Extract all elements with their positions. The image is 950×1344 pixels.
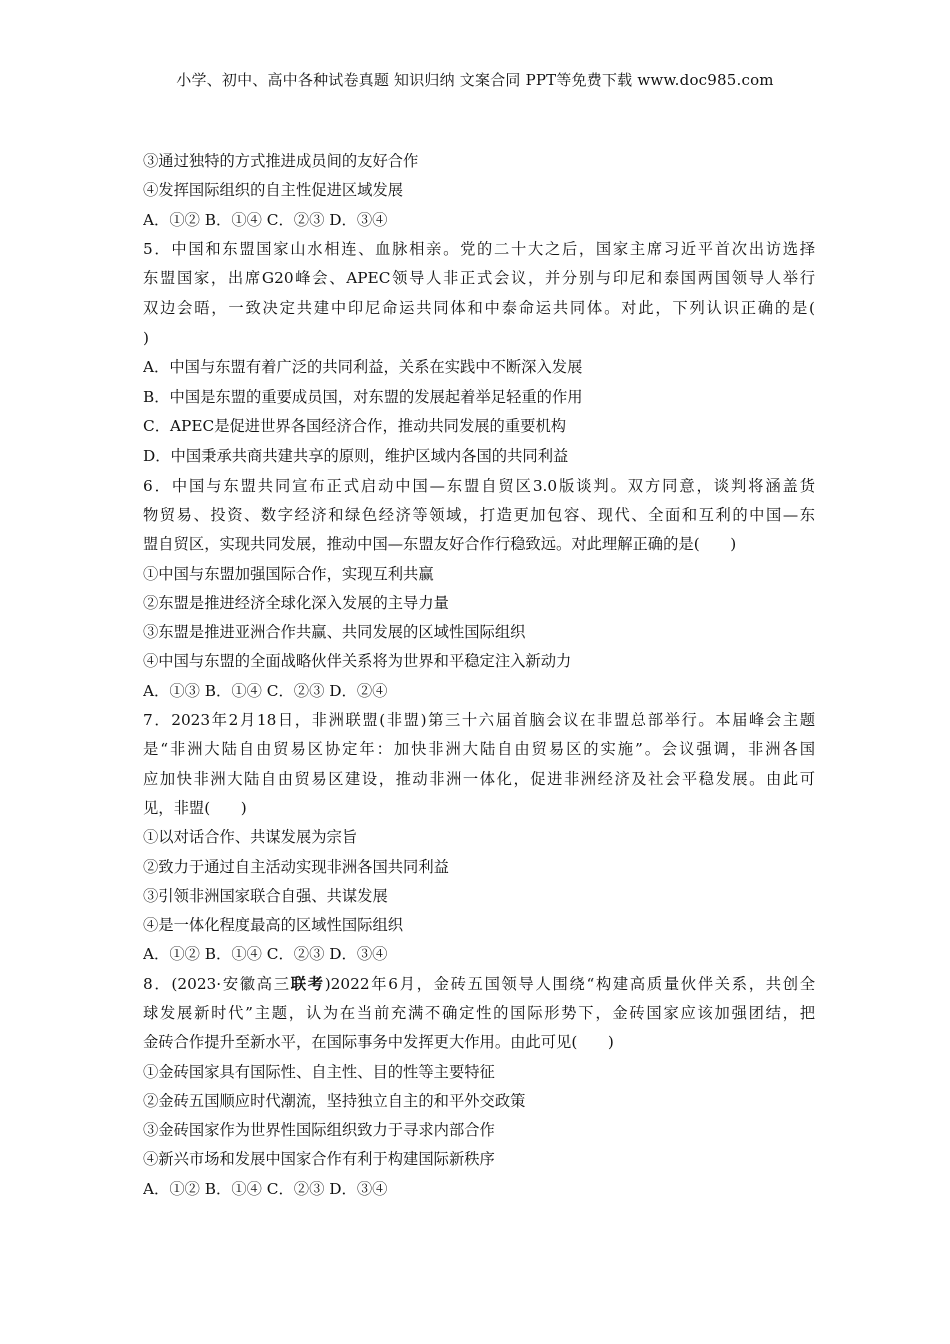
q4-choices: A．①② B．①④ C．②③ D．③④ (143, 210, 388, 229)
q7-stem-line-2: 是“非洲大陆自由贸易区协定年：加快非洲大陆自由贸易区的实施”。会议强调，非洲各国 (143, 740, 815, 759)
q8-stem-bold: 联考 (290, 974, 325, 993)
q8-stem-line-1 (143, 970, 815, 999)
q6-option-3: ③东盟是推进亚洲合作共赢、共同发展的区域性国际组织 (143, 623, 526, 642)
q8-stem-rest: )2022年6月，金砖五国领导人围绕“构建高质量伙伴关系，共创全 (324, 974, 815, 993)
q7-option-3: ③引领非洲国家联合自强、共谋发展 (143, 886, 388, 905)
exam-content (143, 147, 815, 1204)
q6-option-2: ②东盟是推进经济全球化深入发展的主导力量 (143, 593, 449, 612)
question-4-tail (143, 147, 815, 235)
q5-option-c: C．APEC是促进世界各国经济合作，推动共同发展的重要机构 (143, 417, 567, 436)
q5-stem-line-1: 5．中国和东盟国家山水相连、血脉相亲。党的二十大之后，国家主席习近平首次出访选择 (143, 239, 815, 258)
q6-stem-line-2: 物贸易、投资、数字经济和绿色经济等领域，打造更加包容、现代、全面和互利的中国—东 (143, 505, 815, 524)
q6-choices: A．①③ B．①④ C．②③ D．②④ (143, 681, 388, 700)
q6-option-4: ④中国与东盟的全面战略伙伴关系将为世界和平稳定注入新动力 (143, 652, 572, 671)
q7-option-1: ①以对话合作、共谋发展为宗旨 (143, 828, 358, 847)
q6-stem-line-3: 盟自贸区，实现共同发展，推动中国—东盟友好合作行稳致远。对此理解正确的是( ) (143, 535, 737, 554)
q7-option-4: ④是一体化程度最高的区域性国际组织 (143, 916, 404, 935)
q6-option-1: ①中国与东盟加强国际合作，实现互利共赢 (143, 564, 434, 583)
q8-option-1: ①金砖国家具有国际性、自主性、目的性等主要特征 (143, 1062, 495, 1081)
q5-stem-line-4: ) (143, 328, 149, 347)
q8-stem-line-3: 金砖合作提升至新水平，在国际事务中发挥更大作用。由此可见( ) (143, 1033, 614, 1052)
question-8 (143, 970, 815, 1204)
question-6 (143, 472, 815, 706)
q5-option-a: A．中国与东盟有着广泛的共同利益，关系在实践中不断深入发展 (143, 358, 583, 377)
q8-option-2: ②金砖五国顺应时代潮流，坚持独立自主的和平外交政策 (143, 1091, 526, 1110)
q7-stem-line-3: 应加快非洲大陆自由贸易区建设，推动非洲一体化，促进非洲经济及社会平稳发展。由此可 (143, 769, 815, 788)
q5-option-d: D．中国秉承共商共建共享的原则，维护区域内各国的共同利益 (143, 447, 569, 466)
q5-stem-line-3: 双边会晤，一致决定共建中印尼命运共同体和中泰命运共同体。对此，下列认识正确的是( (143, 299, 815, 318)
q4-option-4: ④发挥国际组织的自主性促进区域发展 (143, 181, 404, 200)
q5-option-b: B．中国是东盟的重要成员国，对东盟的发展起着举足轻重的作用 (143, 387, 583, 406)
q8-stem-line-2: 球发展新时代”主题，认为在当前充满不确定性的国际形势下，金砖国家应该加强团结，把 (143, 1003, 815, 1022)
q5-stem-line-2: 东盟国家，出席G20峰会、APEC领导人非正式会议，并分别与印尼和泰国两国领导人举行 (143, 269, 815, 288)
question-7 (143, 706, 815, 970)
page-header: 小学、初中、高中各种试卷真题 知识归纳 文案合同 PPT等免费下载 www.doc985.com (176, 71, 774, 89)
question-5 (143, 235, 815, 472)
q7-stem-line-4: 见，非盟( ) (143, 798, 247, 817)
q8-choices: A．①② B．①④ C．②③ D．③④ (143, 1179, 388, 1198)
q8-option-4: ④新兴市场和发展中国家合作有利于构建国际新秩序 (143, 1150, 495, 1169)
q8-stem-prefix: 8．(2023·安徽高三 (143, 974, 291, 993)
q4-option-3: ③通过独特的方式推进成员间的友好合作 (143, 152, 419, 170)
q7-stem-line-1: 7．2023年2月18日，非洲联盟(非盟)第三十六届首脑会议在非盟总部举行。本届峰会主题 (143, 711, 815, 730)
q7-choices: A．①② B．①④ C．②③ D．③④ (143, 945, 388, 964)
q8-option-3: ③金砖国家作为世界性国际组织致力于寻求内部合作 (143, 1121, 495, 1140)
q6-stem-line-1: 6．中国与东盟共同宣布正式启动中国—东盟自贸区3.0版谈判。双方同意，谈判将涵盖货 (143, 476, 815, 495)
q7-option-2: ②致力于通过自主活动实现非洲各国共同利益 (143, 857, 449, 876)
